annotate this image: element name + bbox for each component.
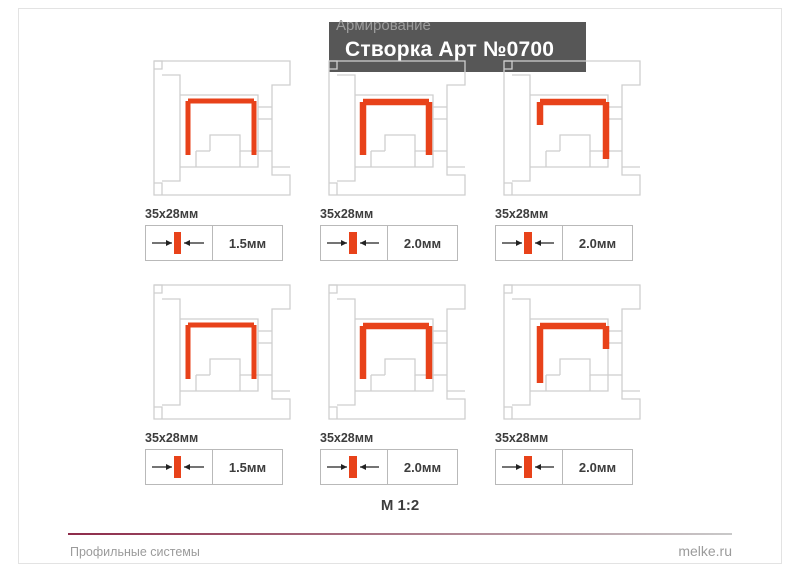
- profile-drawing-4: [140, 279, 315, 427]
- thickness-box-4: [145, 449, 283, 485]
- thickness-value-5: 2.0мм: [403, 459, 442, 475]
- scale-label: М 1:2: [380, 497, 420, 514]
- double-arrow-thickness-icon: [496, 450, 563, 484]
- profile-row: [140, 55, 670, 261]
- thickness-value-4: 1.5мм: [228, 459, 267, 475]
- dimension-label-3: 35x28мм: [495, 207, 549, 221]
- footer-caption: Профильные системы: [70, 545, 200, 559]
- profile-cell-2: [315, 55, 490, 261]
- dimension-label-1: 35x28мм: [145, 207, 199, 221]
- profile-drawing-2: [315, 55, 490, 203]
- double-arrow-thickness-icon: [321, 450, 388, 484]
- thickness-box-3: [495, 225, 633, 261]
- footer-website: melke.ru: [678, 543, 732, 559]
- header-subtitle: Армирование: [336, 17, 431, 34]
- double-arrow-thickness-icon: [321, 226, 388, 260]
- dimension-label-5: 35x28мм: [320, 431, 374, 445]
- double-arrow-thickness-icon: [146, 450, 213, 484]
- profile-drawing-1: [140, 55, 315, 203]
- thickness-box-5: [320, 449, 458, 485]
- profile-cell-1: [140, 55, 315, 261]
- profile-drawing-6: [490, 279, 665, 427]
- profile-cell-3: [490, 55, 665, 261]
- profile-grid: [140, 55, 670, 485]
- profile-cell-4: [140, 279, 315, 485]
- profile-drawing-5: [315, 279, 490, 427]
- dimension-label-6: 35x28мм: [495, 431, 549, 445]
- thickness-box-6: [495, 449, 633, 485]
- double-arrow-thickness-icon: [496, 226, 563, 260]
- thickness-value-1: 1.5мм: [228, 235, 267, 251]
- thickness-value-6: 2.0мм: [578, 459, 617, 475]
- dimension-label-2: 35x28мм: [320, 207, 374, 221]
- dimension-label-4: 35x28мм: [145, 431, 199, 445]
- profile-cell-5: [315, 279, 490, 485]
- footer-divider: [68, 533, 732, 535]
- thickness-value-2: 2.0мм: [403, 235, 442, 251]
- profile-cell-6: [490, 279, 665, 485]
- thickness-box-1: [145, 225, 283, 261]
- thickness-box-2: [320, 225, 458, 261]
- thickness-value-3: 2.0мм: [578, 235, 617, 251]
- double-arrow-thickness-icon: [146, 226, 213, 260]
- page-title: Створка Арт №0700: [345, 38, 555, 61]
- profile-row: [140, 279, 670, 485]
- profile-drawing-3: [490, 55, 665, 203]
